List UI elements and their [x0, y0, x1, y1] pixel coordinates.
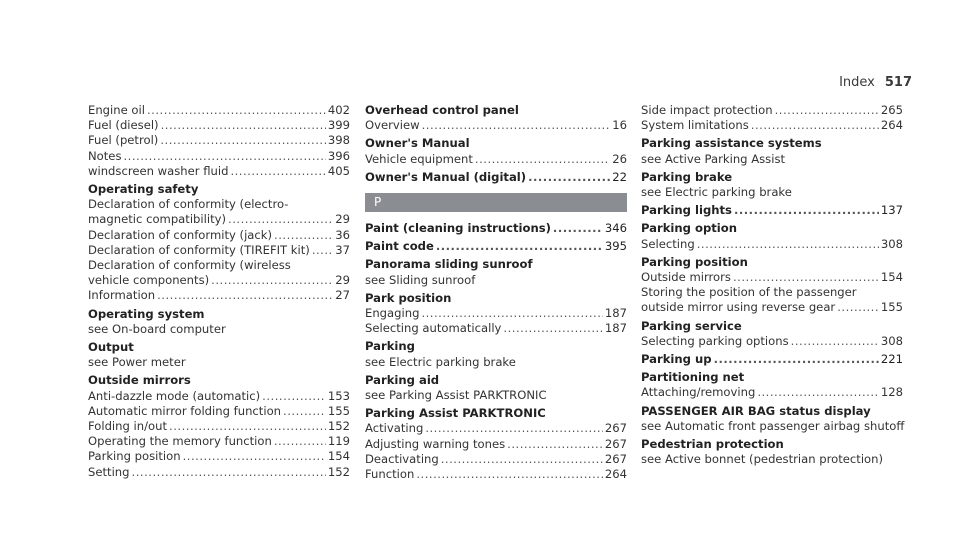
- page-header: [839, 75, 912, 90]
- index-column-1: [88, 103, 350, 480]
- dot-leader: [160, 133, 326, 148]
- index-headword[interactable]: [88, 373, 350, 388]
- subentry-text: outside mirror using reverse gear: [641, 300, 836, 315]
- subentry-text: see Active Parking Assist: [641, 151, 786, 166]
- index-entry: [641, 203, 903, 218]
- page-reference: 187: [604, 321, 627, 336]
- page-number: 517: [884, 75, 912, 90]
- subentry-text: Information: [88, 288, 156, 303]
- headword-text: Operating safety: [88, 182, 199, 197]
- index-subentry[interactable]: [641, 334, 903, 349]
- subentry-text: windscreen washer fluid: [88, 163, 229, 178]
- page-reference: 27: [335, 288, 350, 303]
- page-reference: 16: [612, 118, 627, 133]
- page-reference: 308: [880, 333, 903, 348]
- headword-text: Parking aid: [365, 372, 440, 387]
- index-subentry: [88, 355, 350, 370]
- dot-leader: [528, 170, 610, 185]
- subentry-text: Notes: [88, 148, 122, 163]
- headword-text: Paint (cleaning instructions): [365, 221, 551, 236]
- index-entry: [641, 221, 903, 251]
- subentry-text: see Active bonnet (pedestrian protection): [641, 452, 884, 467]
- subentry-text: Folding in/out: [88, 419, 168, 434]
- dot-leader: [421, 306, 602, 321]
- headword-text: Parking up: [641, 352, 712, 367]
- dot-leader: [211, 273, 333, 288]
- index-entry: [641, 404, 903, 434]
- index-entry: [365, 339, 627, 369]
- headword-text: Parking Assist PARKTRONIC: [365, 406, 546, 421]
- subentry-text: Vehicle equipment: [365, 151, 473, 166]
- headword-text: Parking option: [641, 221, 737, 236]
- subentry-text: Adjusting warning tones: [365, 436, 506, 451]
- index-subentry[interactable]: [365, 118, 627, 133]
- index-subentry: [365, 273, 627, 288]
- subentry-text: System limitations: [641, 118, 749, 133]
- page-reference: 128: [880, 385, 903, 400]
- index-headword[interactable]: [365, 103, 627, 118]
- index-subentry[interactable]: [88, 449, 350, 464]
- index-subentry[interactable]: [88, 389, 350, 404]
- index-subentry[interactable]: [365, 437, 627, 452]
- dot-leader: [274, 228, 333, 243]
- subentry-text: Selecting parking options: [641, 333, 789, 348]
- index-headword[interactable]: [365, 136, 627, 151]
- subentry-text: Overview: [365, 118, 420, 133]
- index-entry: [365, 221, 627, 236]
- page-reference: 396: [327, 148, 350, 163]
- headword-text: Partitioning net: [641, 370, 745, 385]
- index-subentry[interactable]: [88, 103, 350, 118]
- index-headword[interactable]: [365, 339, 627, 354]
- dot-leader: [230, 164, 325, 179]
- headword-text: Pedestrian protection: [641, 437, 784, 452]
- index-headword[interactable]: [365, 239, 627, 254]
- dot-leader: [791, 334, 879, 349]
- subentry-text: Anti-dazzle mode (automatic): [88, 388, 261, 403]
- index-headword[interactable]: [365, 373, 627, 388]
- index-subentry[interactable]: [641, 270, 903, 285]
- dot-leader: [147, 103, 326, 118]
- headword-text: Operating system: [88, 306, 205, 321]
- dot-leader: [734, 203, 879, 218]
- index-subentry[interactable]: [88, 228, 350, 243]
- index-column-3: [641, 103, 903, 467]
- index-subentry: [641, 285, 903, 300]
- index-subentry[interactable]: [641, 118, 903, 133]
- index-subentry[interactable]: [365, 467, 627, 482]
- index-entry: [365, 373, 627, 403]
- index-subentry[interactable]: [88, 273, 350, 288]
- page-reference: 36: [335, 227, 350, 242]
- headword-text: Parking assistance systems: [641, 136, 822, 151]
- index-entry: [365, 291, 627, 337]
- subentry-text: Fuel (petrol): [88, 133, 159, 148]
- subentry-text: see Parking Assist PARKTRONIC: [365, 388, 547, 403]
- page-reference: 395: [604, 239, 627, 254]
- headword-text: Output: [88, 340, 134, 355]
- index-subentry[interactable]: [88, 118, 350, 133]
- headword-text: Parking: [365, 339, 415, 354]
- subentry-text: Declaration of conformity (TIREFIT kit): [88, 242, 310, 257]
- headword-text: Overhead control panel: [365, 103, 519, 117]
- dot-leader: [262, 389, 326, 404]
- index-entry: [88, 103, 350, 179]
- index-subentry[interactable]: [88, 149, 350, 164]
- dot-leader: [274, 434, 326, 449]
- index-entry: [641, 370, 903, 400]
- dot-leader: [425, 421, 603, 436]
- index-entry: [365, 239, 627, 254]
- index-entry: [88, 307, 350, 337]
- index-headword[interactable]: [641, 136, 903, 151]
- subentry-text: Deactivating: [365, 451, 439, 466]
- letter-label: P: [374, 195, 382, 210]
- subentry-text: see On-board computer: [88, 321, 226, 336]
- dot-leader: [441, 452, 603, 467]
- index-subentry[interactable]: [641, 385, 903, 400]
- index-entry: [365, 406, 627, 482]
- index-headword[interactable]: [641, 170, 903, 185]
- page-reference: 154: [880, 270, 903, 285]
- index-subentry[interactable]: [88, 404, 350, 419]
- page-reference: 267: [604, 451, 627, 466]
- index-subentry: [88, 322, 350, 337]
- headword-text: Panorama sliding sunroof: [365, 257, 533, 272]
- headword-text: Owner's Manual (digital): [365, 169, 527, 184]
- letter-divider: [365, 193, 627, 212]
- subentry-text: see Electric parking brake: [365, 354, 516, 369]
- dot-leader: [416, 467, 603, 482]
- dot-leader: [697, 237, 879, 252]
- subentry-text: Engine oil: [88, 103, 145, 117]
- headword-text: Parking lights: [641, 203, 732, 218]
- dot-leader: [436, 239, 603, 254]
- page-reference: 402: [327, 103, 350, 117]
- index-entry: [641, 170, 903, 200]
- header-title: Index: [839, 75, 875, 90]
- index-headword[interactable]: [641, 319, 903, 334]
- index-subentry[interactable]: [88, 434, 350, 449]
- index-headword[interactable]: [641, 352, 903, 367]
- index-subentry: [641, 152, 903, 167]
- dot-leader: [312, 243, 333, 258]
- index-column-2: [365, 103, 627, 482]
- subentry-text: Attaching/removing: [641, 385, 756, 400]
- index-subentry[interactable]: [88, 164, 350, 179]
- subentry-text: see Automatic front passenger airbag shutoff: [641, 418, 905, 433]
- index-headword[interactable]: [365, 406, 627, 421]
- page-reference: 137: [880, 203, 903, 218]
- index-headword[interactable]: [88, 307, 350, 322]
- page-reference: 267: [604, 421, 627, 436]
- index-headword[interactable]: [88, 340, 350, 355]
- dot-leader: [132, 465, 326, 480]
- index-entry: [88, 373, 350, 479]
- page-reference: 308: [880, 236, 903, 251]
- index-headword[interactable]: [365, 170, 627, 185]
- page-reference: 119: [327, 434, 350, 449]
- index-headword[interactable]: [365, 257, 627, 272]
- page-reference: 264: [604, 467, 627, 482]
- dot-leader: [775, 103, 879, 118]
- dot-leader: [475, 152, 610, 167]
- index-subentry: [365, 355, 627, 370]
- index-headword[interactable]: [641, 370, 903, 385]
- index-entry: [88, 182, 350, 304]
- page-reference: 398: [327, 133, 350, 148]
- index-entry: [641, 319, 903, 349]
- subentry-text: see Power meter: [88, 355, 186, 370]
- index-headword[interactable]: [365, 291, 627, 306]
- index-subentry[interactable]: [365, 452, 627, 467]
- subentry-text: see Electric parking brake: [641, 185, 792, 200]
- page-reference: 153: [327, 388, 350, 403]
- index-subentry: [88, 197, 350, 212]
- page-reference: 154: [327, 449, 350, 464]
- index-headword[interactable]: [641, 404, 903, 419]
- dot-leader: [757, 385, 879, 400]
- subentry-text: see Sliding sunroof: [365, 272, 476, 287]
- index-subentry: [641, 419, 903, 434]
- page-reference: 221: [880, 352, 903, 367]
- headword-text: Owner's Manual: [365, 136, 470, 151]
- headword-text: Paint code: [365, 239, 434, 254]
- index-subentry: [641, 452, 903, 467]
- dot-leader: [169, 419, 326, 434]
- subentry-text: Declaration of conformity (electro-: [88, 197, 289, 212]
- subentry-text: Declaration of conformity (wireless: [88, 258, 291, 273]
- index-subentry: [641, 185, 903, 200]
- dot-leader: [228, 212, 333, 227]
- index-subentry[interactable]: [88, 288, 350, 303]
- subentry-text: Setting: [88, 464, 130, 479]
- page-reference: 405: [327, 163, 350, 178]
- index-headword[interactable]: [88, 182, 350, 197]
- dot-leader: [837, 300, 879, 315]
- index-headword[interactable]: [641, 255, 903, 270]
- index-headword[interactable]: [365, 221, 627, 236]
- index-entry: [641, 437, 903, 467]
- index-subentry[interactable]: [641, 237, 903, 252]
- page-reference: 187: [604, 306, 627, 321]
- index-subentry[interactable]: [88, 465, 350, 480]
- dot-leader: [124, 149, 326, 164]
- index-entry: [641, 103, 903, 133]
- subentry-text: Storing the position of the passenger: [641, 285, 857, 300]
- page-reference: 155: [327, 403, 350, 418]
- subentry-text: Automatic mirror folding function: [88, 403, 282, 418]
- index-subentry: [365, 388, 627, 403]
- dot-leader: [503, 321, 602, 336]
- dot-leader: [714, 352, 879, 367]
- index-entry: [365, 170, 627, 185]
- subentry-text: Fuel (diesel): [88, 118, 159, 133]
- headword-text: Outside mirrors: [88, 373, 191, 388]
- subentry-text: vehicle components): [88, 273, 210, 288]
- index-entry: [365, 136, 627, 166]
- subentry-text: Operating the memory function: [88, 434, 272, 449]
- dot-leader: [553, 221, 603, 236]
- index-headword[interactable]: [641, 203, 903, 218]
- subentry-text: Outside mirrors: [641, 270, 731, 285]
- dot-leader: [751, 118, 879, 133]
- index-subentry: [88, 258, 350, 273]
- subentry-text: Side impact protection: [641, 103, 773, 117]
- index-subentry[interactable]: [88, 212, 350, 227]
- page-reference: 267: [604, 436, 627, 451]
- subentry-text: Function: [365, 467, 415, 482]
- dot-leader: [157, 288, 333, 303]
- index-subentry[interactable]: [365, 421, 627, 436]
- index-headword[interactable]: [641, 221, 903, 236]
- headword-text: Parking position: [641, 254, 748, 269]
- headword-text: Park position: [365, 290, 452, 305]
- page-reference: 29: [335, 212, 350, 227]
- page-reference: 265: [880, 103, 903, 117]
- index-entry: [641, 255, 903, 316]
- index-subentry[interactable]: [365, 321, 627, 336]
- index-entry: [641, 352, 903, 367]
- page-reference: 155: [880, 300, 903, 315]
- page-reference: 29: [335, 273, 350, 288]
- index-entry: [641, 136, 903, 166]
- dot-leader: [183, 449, 326, 464]
- page-reference: 22: [612, 169, 627, 184]
- index-entry: [88, 340, 350, 370]
- index-headword[interactable]: [641, 437, 903, 452]
- dot-leader: [733, 270, 879, 285]
- index-subentry[interactable]: [88, 133, 350, 148]
- page-reference: 152: [327, 464, 350, 479]
- dot-leader: [422, 118, 611, 133]
- dot-leader: [507, 437, 603, 452]
- index-entry: [365, 103, 627, 133]
- headword-text: Parking service: [641, 318, 742, 333]
- dot-leader: [161, 118, 326, 133]
- headword-text: PASSENGER AIR BAG status display: [641, 403, 871, 418]
- subentry-text: Engaging: [365, 306, 420, 321]
- page-reference: 152: [327, 419, 350, 434]
- subentry-text: magnetic compatibility): [88, 212, 227, 227]
- index-subentry[interactable]: [88, 243, 350, 258]
- index-subentry[interactable]: [88, 419, 350, 434]
- index-subentry[interactable]: [365, 306, 627, 321]
- subentry-text: Activating: [365, 421, 424, 436]
- page-reference: 26: [612, 151, 627, 166]
- index-subentry[interactable]: [365, 152, 627, 167]
- subentry-text: Parking position: [88, 449, 181, 464]
- headword-text: Parking brake: [641, 169, 733, 184]
- index-entry: [365, 257, 627, 287]
- dot-leader: [283, 404, 326, 419]
- index-subentry[interactable]: [641, 300, 903, 315]
- page-reference: 264: [880, 118, 903, 133]
- subentry-text: Selecting: [641, 236, 695, 251]
- page-reference: 346: [604, 221, 627, 236]
- index-subentry[interactable]: [641, 103, 903, 118]
- subentry-text: Declaration of conformity (jack): [88, 227, 273, 242]
- subentry-text: Selecting automatically: [365, 321, 502, 336]
- page-reference: 37: [335, 242, 350, 257]
- page-reference: 399: [327, 118, 350, 133]
